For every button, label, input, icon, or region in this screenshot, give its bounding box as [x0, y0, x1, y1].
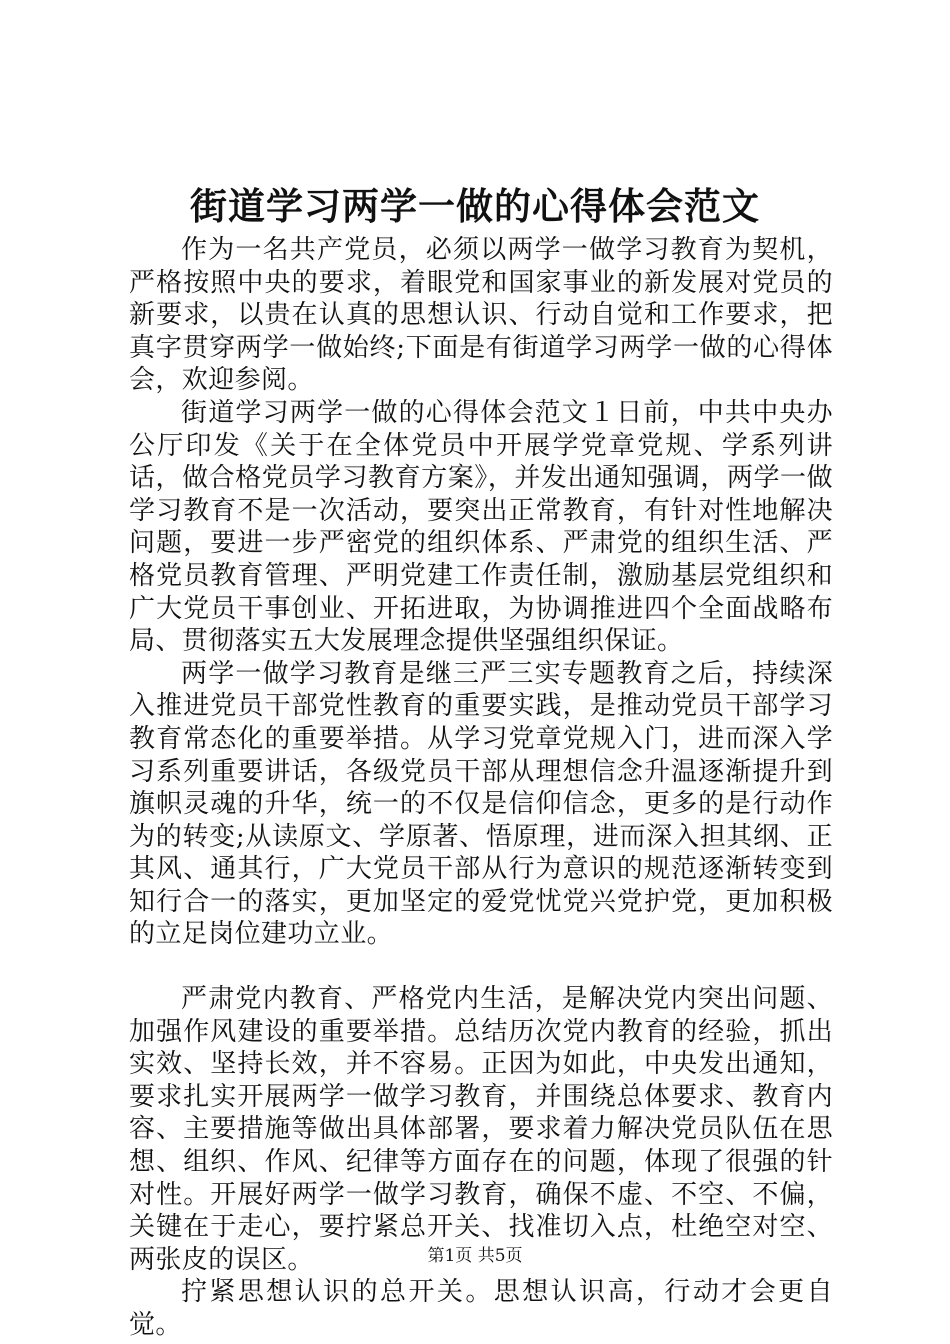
document-body: [129, 234, 833, 1342]
page-footer: 第1页 共5页: [427, 1246, 523, 1266]
paragraph-3: 严肃党内教育、严格党内生活，是解决党内突出问题、加强作风建设的重要举措。总结历次党内教育的经验，抓出实效、坚持长效，并不容易。正因为如此，中央发出通知，要求扎实开展两学一做学习教育，并围绕总体要求、教育内容、主要措施等做出具体部署，要求着力解决党员队伍在思想、组织、作风、纪律等方面存在的问题，体现了很强的针对性。开展好两学一做学习教育，确保不虚、不空、不偏，关键在于走心，要拧紧总开关、找准切入点，杜绝空对空、两张皮的误区。: [129, 984, 833, 1275]
paragraph-4: 拧紧思想认识的总开关。思想认识高，行动才会更自觉。: [129, 1277, 833, 1340]
paragraph-1: 街道学习两学一做的心得体会范文１日前，中共中央办公厅印发《关于在全体党员中开展学党章党规、学系列讲话，做合格党员学习教育方案》，并发出通知强调，两学一做学习教育不是一次活动，要突出正常教育，有针对性地解决问题，要进一步严密党的组织体系、严肃党的组织生活、严格党员教育管理、严明党建工作责任制，激励基层党组织和广大党员干事创业、开拓进取，为协调推进四个全面战略布局、贯彻落实五大发展理念提供坚强组织保证。: [129, 397, 833, 657]
paragraph-2: 两学一做学习教育是继三严三实专题教育之后，持续深入推进党员干部党性教育的重要实践，是推动党员干部学习教育常态化的重要举措。从学习党章党规入门，进而深入学习系列重要讲话，各级党员干部从理想信念升温逐渐提升到旗帜灵魂的升华，统一的不仅是信仰信念，更多的是行动作为的转变;从读原文、学原著、悟原理，进而深入担其纲、正其风、通其行，广大党员干部从行为意识的规范逐渐转变到知行合一的落实，更加坚定的爱党忧党兴党护党，更加积极的立足岗位建功立业。: [129, 658, 833, 950]
document-title: 街道学习两学一做的心得体会范文: [190, 184, 760, 228]
paragraph-intro: 作为一名共产党员，必须以两学一做学习教育为契机，严格按照中央的要求，着眼党和国家事业的新发展对党员的新要求，以贵在认真的思想认识、行动自觉和工作要求，把真字贯穿两学一做始终;下面是有街道学习两学一做的心得体会，欢迎参阅。: [129, 235, 833, 396]
